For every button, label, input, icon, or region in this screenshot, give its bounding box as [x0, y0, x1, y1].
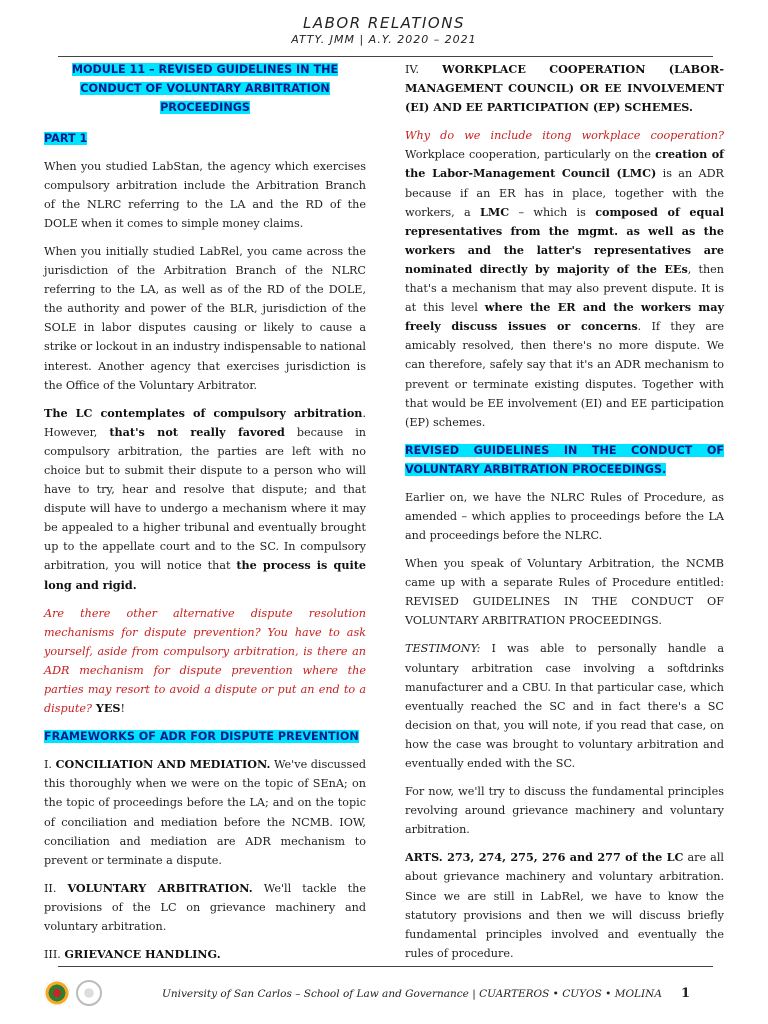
- paragraph-labrel: When you initially studied LabRel, you came across the jurisdiction of the Arbitration Branch of the NLRC referring to the LA, as well as of the RD of the DOLE, the authority and power of the BLR, jurisdiction of the SOLE in labor disputes causing or likely to cause a strike or lockout in an industry indispensable to national interest. Another agency that exercises jurisdiction is the Office of the Voluntary Arbitrator.: [44, 244, 366, 392]
- item-voluntary-arbitration: II. VOLUNTARY ARBITRATION. We'll tackle the provisions of the LC on grievance machinery and voluntary arbitration.: [44, 880, 367, 933]
- paragraph-nlrc-rules: Earlier on, we have the NLRC Rules of Procedure, as amended – which applies to proceedings before the LA and proceedings before the NLRC.: [405, 490, 724, 542]
- footer-divider: [58, 966, 713, 967]
- left-column: [44, 60, 366, 973]
- part-heading: PART 1: [44, 131, 88, 145]
- item-grievance-handling: III. GRIEVANCE HANDLING.: [44, 947, 221, 962]
- paragraph-workplace-cooperation: Why do we include itong workplace cooperation? Workplace cooperation, particularly on the creation of the Labor-Management Council (LMC) is an ADR because if an ER has in place, together with the workers, a LMC – which is composed of equal representatives from the mgmt. as well as the workers and the latter's representatives are nominated directly by majority of the EEs, then that's a mechanism that may also prevent dispute. It is at this level where the ER and the workers may freely discuss issues or concerns. If they are amicably resolved, then there's no more dispute. We can therefore, safely say that it's an ADR mechanism to prevent or terminate existing disputes. Together with that would be EE involvement (EI) and EE participation (EP) schemes.: [405, 129, 725, 429]
- item-conciliation-mediation: I. CONCILIATION AND MEDIATION. We've discussed this thoroughly when we were on the topic of SEnA; on the topic of proceedings before the LA; and on the topic of conciliation and mediation before the NCMB. IOW, conciliation and mediation are ADR mechanism to prevent or terminate a dispute.: [44, 757, 366, 867]
- university-seal-icon: [44, 980, 70, 1006]
- header-subtitle: ATTY. JMM | A.Y. 2020 – 2021: [291, 33, 477, 46]
- paragraph-testimony: TESTIMONY: I was able to personally handle a voluntary arbitration case involving a softdrinks manufacturer and a CBU. In that particular case, which eventually reached the SC and in fact there's a SC decision on that, you will note, if you read that case, on how the case was brought to voluntary arbitration and eventually ended with the SC.: [405, 642, 724, 770]
- paragraph-fundamental-principles: For now, we'll try to discuss the fundamental principles revolving around grievance machinery and voluntary arbitration.: [405, 785, 724, 837]
- footer-text: University of San Carlos – School of Law and Governance | CUARTEROS • CUYOS • MOLINA: [162, 988, 662, 1000]
- paragraph-ncmb-rules: When you speak of Voluntary Arbitration, the NCMB came up with a separate Rules of Procedure entitled: REVISED GUIDELINES IN THE CONDUCT OF VOLUNTARY ARBITRATION PROCEEDINGS.: [405, 557, 724, 628]
- frameworks-heading: FRAMEWORKS OF ADR FOR DISPUTE PREVENTION: [44, 730, 359, 744]
- page-footer: [0, 976, 768, 1010]
- paragraph-adr-question: Are there other alternative dispute resolution mechanisms for dispute prevention? You have to ask yourself, aside from compulsory arbitration, is there an ADR mechanism for dispute prevention where the parties may resort to avoid a dispute or put an end to a dispute? YES!: [44, 606, 366, 716]
- school-seal-icon: [76, 980, 102, 1006]
- module-title: MODULE 11 – REVISED GUIDELINES IN THE CONDUCT OF VOLUNTARY ARBITRATION PROCEEDINGS: [71, 63, 339, 115]
- revised-guidelines-heading: REVISED GUIDELINES IN THE CONDUCT OF VOLUNTARY ARBITRATION PROCEEDINGS.: [405, 443, 724, 476]
- header-divider: [58, 56, 713, 57]
- paragraph-labstan: When you studied LabStan, the agency which exercises compulsory arbitration include the Arbitration Branch of the NLRC referring to the LA and the RD of the DOLE when it comes to simple money claims.: [44, 159, 366, 230]
- paragraph-articles: ARTS. 273, 274, 275, 276 and 277 of the LC are all about grievance machinery and voluntary arbitration. Since we are still in LabRel, we have to know the statutory provisions and then we will discuss briefly fundamental principles involved and eventually the rules of procedure.: [405, 850, 724, 960]
- page-header: [0, 14, 768, 46]
- item-workplace-cooperation: IV. WORKPLACE COOPERATION (LABOR-MANAGEMENT COUNCIL) OR EE INVOLVEMENT (EI) AND EE PARTICIPATION (EP) SCHEMES.: [405, 62, 724, 115]
- page-number: 1: [681, 986, 691, 1001]
- header-title: LABOR RELATIONS: [303, 14, 465, 32]
- paragraph-compulsory-arbitration: The LC contemplates of compulsory arbitration. However, that's not really favored because in compulsory arbitration, the parties are left with no choice but to submit their dispute to a person who will have to try, hear and resolve that dispute; and that dispute will have to undergo a mechanism where it may be appealed to a higher tribunal and eventually brought up to the appellate court and to the SC. In compulsory arbitration, you will notice that the process is quite long and rigid.: [44, 405, 367, 592]
- right-column: [405, 60, 724, 972]
